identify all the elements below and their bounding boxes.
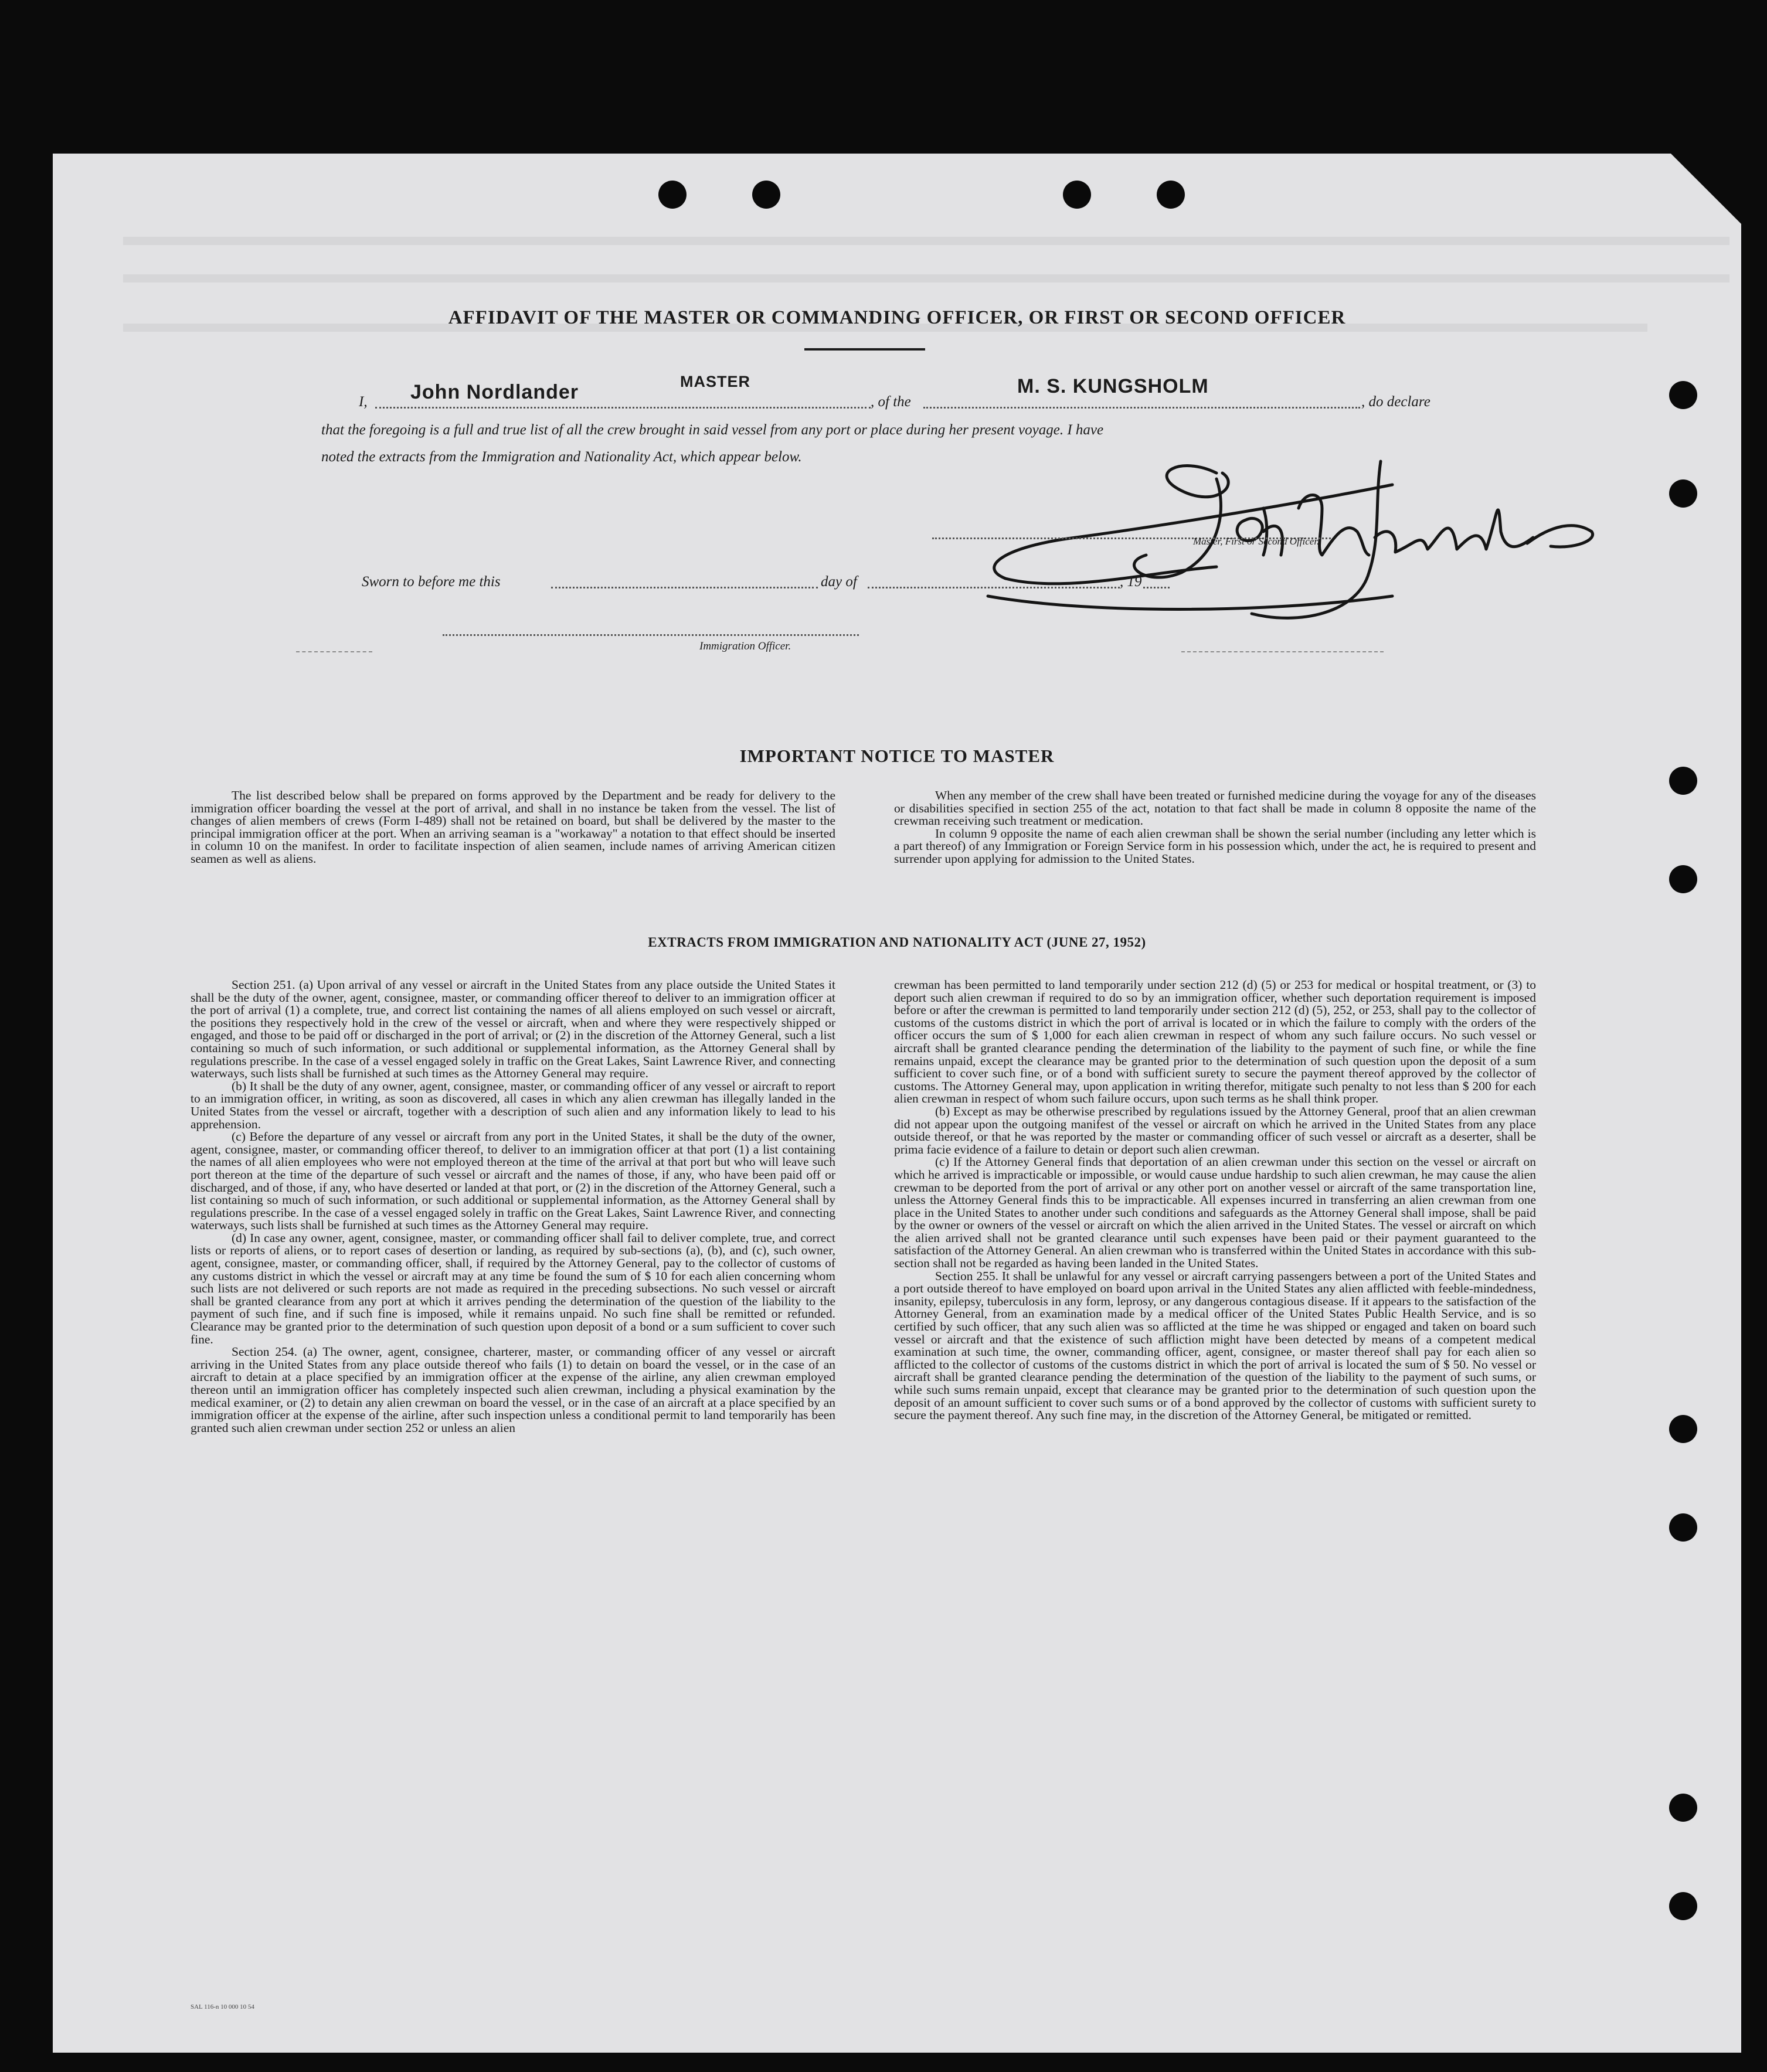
declaration-line-3: noted the extracts from the Immigration and Nationality Act, which appear below.: [321, 449, 802, 465]
sworn-label: Sworn to before me this: [362, 574, 501, 590]
binder-hole: [1157, 181, 1185, 209]
bleed-through-text: [123, 237, 1729, 245]
officer-caption: Immigration Officer.: [699, 640, 791, 652]
vessel-name: M. S. KUNGSHOLM: [1017, 375, 1209, 397]
year-line: [1143, 587, 1170, 588]
name-rank-line: [375, 407, 871, 409]
extracts-title: EXTRACTS FROM IMMIGRATION AND NATIONALITY ACT (JUNE 27, 1952): [648, 935, 1146, 950]
section-251a: Section 251. (a) Upon arrival of any vessel or aircraft in the United States from any place outside the United States it shall be the duty of the owner, agent, consignee, master, or commanding officer thereof to deliver to an immigration officer at the port of arrival (1) a complete, true, and correct list containing the names of all aliens employed on such vessel or aircraft, the positions they respectively hold in the crew of the vessel or aircraft, when and where they were respectively shipped or engaged, and those to be paid off or discharged in the port of arrival; or (2) in the discretion of the Attorney General, such a list containing so much of such information, or such additional or supplemental information, as the Attorney General shall by regulations prescribe. In the case of a vessel engaged solely in traffic on the Great Lakes, Saint Lawrence River, and connecting waterways, such lists shall be furnished at such times as the Attorney General may require.: [191, 978, 835, 1081]
extracts-left-column: [191, 979, 835, 1434]
section-254a: Section 254. (a) The owner, agent, consignee, charterer, master, or commanding officer of any vessel or aircraft arriving in the United States from any place outside thereof who fails (1) to detain on board the vessel, or in the case of an aircraft to detain at a place specified by an immigration officer at the expense of the airline, any alien crewman employed thereon until an immigration officer has completely inspected such alien crewman, including a physical examination by the medical examiner, or (2) to detain any alien crewman on board the vessel, or in the case of an aircraft at a place specified by an immigration officer at the expense of the airline, after such inspection unless a conditional permit to land temporarily has been granted such alien crewman under section 252 or unless an alien: [191, 1345, 835, 1435]
of-the-label: , of the: [871, 394, 911, 410]
notice-right-text-2: In column 9 opposite the name of each alien crewman shall be shown the serial number (including any letter which is a part thereof) of any Immigration or Foreign Service form in his possession which, under the act, he is required to present and surrender upon applying for admission to the United States.: [894, 826, 1536, 866]
signature-caption: Master, First or Second Officer.: [1193, 536, 1320, 547]
notice-title: IMPORTANT NOTICE TO MASTER: [739, 746, 1055, 766]
section-254b: (b) Except as may be otherwise prescribed by regulations issued by the Attorney General, proof that an alien crewman did not appear upon the outgoing manifest of the vessel or aircraft on which he arrived in the United States from any place outside thereof, or that he was reported by the master or commanding officer of such vessel or aircraft as a deserter, shall be prima facie evidence of a failure to detain or deport such alien crewman.: [894, 1104, 1536, 1156]
torn-corner: [1671, 154, 1741, 224]
day-of-label: day of: [821, 574, 857, 590]
binder-hole: [1669, 381, 1697, 409]
master-rank: MASTER: [680, 373, 750, 390]
notice-right-text-1: When any member of the crew shall have been treated or furnished medicine during the voyage for any of the diseases or disabilities specified in section 255 of the act, notation to that fact shall be made in column 8 opposite the name of the crewman receiving such treatment or medication.: [894, 788, 1536, 828]
i-label: I,: [359, 394, 368, 410]
section-255: Section 255. It shall be unlawful for any vessel or aircraft carrying passengers between a port of the United States and a port outside thereof to have employed on board upon arrival in the United States any alien afflicted with feeble-mindedness, insanity, epilepsy, tuberculosis in any form, leprosy, or any dangerous contagious disease. If it appears to the satisfaction of the Attorney General, from an examination made by a medical officer of the United States Public Health Service, and is so certified by such officer, that any such alien was so afflicted at the time he was shipped or engaged and taken on board such vessel or aircraft and that the existence of such affliction might have been detected by means of a competent medical examination at such time, the owner, commanding officer, agent, consignee, or master thereof shall pay for each alien so afflicted to the collector of customs of the customs district in which the port of arrival is located the sum of $ 50. No vessel or aircraft shall be granted clearance pending the determination of the question of the liability to the payment of such sums, or while such sums remain unpaid, except that clearance may be granted prior to the determination of such question upon the deposit of an amount sufficient to cover such sums or of a bond approved by the collector of customs with sufficient surety to secure the payment thereof. Any such fine may, in the discretion of the Attorney General, be mitigated or remitted.: [894, 1268, 1536, 1423]
section-254c: (c) If the Attorney General finds that deportation of an alien crewman under this section on the vessel or aircraft on which he arrived is impracticable or impossible, or would cause undue hardship to such alien crewman, he may cause the alien crewman to be deported from the port of arrival or any other port on another vessel or aircraft of the same transportation line, unless the Attorney General finds this to be impracticable. All expenses incurred in transferring an alien crewman from one place in the United States to another under such conditions and safeguards as the Attorney General shall impose, shall be paid by the owner or owners of the vessel or aircraft on which the alien arrived in the United States. The vessel or aircraft on which the alien arrived shall not be granted clearance until such expenses have been paid or their payment guaranteed to the satisfaction of the Attorney General. An alien crewman who is transferred within the United States in accordance with this sub-section shall not be regarded as having been landed in the United States.: [894, 1155, 1536, 1271]
form-footer: SAL 116-n 10 000 10 54: [191, 2003, 254, 2010]
bleed-through-text: [123, 274, 1729, 283]
binder-hole: [1669, 767, 1697, 795]
section-251b: (b) It shall be the duty of any owner, agent, consignee, master, or commanding officer of any vessel or aircraft to report to an immigration officer, in writing, as soon as discovered, all cases in which any alien crewman has illegally landed in the United States from the vessel or aircraft, together with a description of such alien and any information likely to lead to his apprehension.: [191, 1078, 835, 1131]
section-254a-continued: crewman has been permitted to land temporarily under section 212 (d) (5) or 253 for medical or hospital treatment, or (3) to deport such alien crewman if required to do so by an immigration officer, whether such deportation requirement is imposed before or after the crewman is permitted to land temporarily under section 212 (d) (5), 252, or 253, shall pay to the collector of customs of the customs district in which the port of arrival is located or in which the failure to comply with the orders of the officer occurs the sum of $ 1,000 for each alien crewman in respect of whom any such failure occurs. No such vessel or aircraft shall be granted clearance pending the determination of the liability to the payment of such fine, or while the fine remains unpaid, except the clearance may be granted prior to the determination of such question upon the deposit of a sum sufficient to cover such fine, or of a bond with sufficient surety to secure the payment thereof approved by the collector of customs. The Attorney General may, upon application in writing therefor, mitigate such penalty to not less than $ 200 for each alien crewman in respect of whom such failure occurs, upon such terms as he shall think proper.: [894, 978, 1536, 1106]
vessel-line: [923, 407, 1360, 409]
binder-hole: [658, 181, 687, 209]
binder-hole: [1669, 479, 1697, 508]
affidavit-title: AFFIDAVIT OF THE MASTER OR COMMANDING OFFICER, OR FIRST OR SECOND OFFICER: [448, 307, 1346, 328]
notice-left-paragraph: [191, 790, 835, 866]
do-declare-label: , do declare: [1361, 394, 1430, 410]
binder-hole: [1669, 1415, 1697, 1443]
year-label: , 19: [1120, 574, 1142, 590]
master-name: John Nordlander: [410, 381, 579, 403]
binder-hole: [1669, 1794, 1697, 1822]
declaration-line-2: that the foregoing is a full and true list of all the crew brought in said vessel from any port or place during her present voyage. I have: [321, 422, 1104, 438]
sworn-day-line: [551, 587, 818, 588]
officer-line: [443, 634, 859, 636]
section-251d: (d) In case any owner, agent, consignee, master, or commanding officer shall fail to deliver complete, true, and correct lists or reports of aliens, or to report cases of desertion or landing, as required by sub-sections (a), (b), and (c), such owner, agent, consignee, master, or commanding officer, shall, if required by the Attorney General, pay to the collector of customs of any customs district in which the vessel or aircraft may at any time be found the sum of $ 10 for each alien concerning whom such lists are not delivered or such reports are not made as required in the preceding subsections. No such vessel or aircraft shall be granted clearance from any port at which it arrives pending the determination of the question of the liability to the payment of such fine, and if such fine is imposed, while it remains unpaid. No such fine shall be remitted or refunded. Clearance may be granted prior to the determination of such question upon deposit of a bond or a sum sufficient to cover such fine.: [191, 1230, 835, 1346]
faint-mark: [296, 649, 372, 652]
section-251c: (c) Before the departure of any vessel or aircraft from any port in the United States, it shall be the duty of the owner, agent, consignee, master, or commanding officer thereof, to deliver to an immigration officer at that port (1) a list containing the names of all alien employees who were not employed thereon at the time of the arrival at that port but who will leave such port thereon at the time of the departure of such vessel or aircraft and the names of those, if any, who have been paid off or discharged, and of those, if any, who have deserted or landed at that port, or (2) in the discretion of the Attorney General, such a list containing so much of such information, or such additional or supplemental information, as the Attorney General shall by regulations prescribe. In the case of a vessel engaged solely in traffic on the Great Lakes, Saint Lawrence River, and connecting waterways, such lists shall be furnished at such times as the Attorney General may require.: [191, 1129, 835, 1233]
binder-hole: [1063, 181, 1091, 209]
binder-hole: [1669, 865, 1697, 893]
faint-mark: [1181, 649, 1384, 652]
month-line: [868, 587, 1120, 588]
binder-hole: [752, 181, 780, 209]
binder-hole: [1669, 1892, 1697, 1920]
title-rule: [804, 348, 925, 351]
form-page: [53, 154, 1741, 2053]
handwritten-signature: [970, 438, 1609, 631]
notice-right-paragraphs: [894, 790, 1536, 866]
notice-left-text: The list described below shall be prepared on forms approved by the Department and be ready for delivery to the immigration officer boarding the vessel at the port of arrival, and shall in no instance be taken from the vessel. The list of changes of alien members of crews (Form I-489) shall not be retained on board, but shall be delivered by the master to the principal immigration officer at the port. When an arriving seaman is a "workaway" a notation to that effect should be inserted in column 10 on the manifest. In order to facilitate inspection of alien seamen, include names of arriving American citizen seamen as well as aliens.: [191, 788, 835, 866]
extracts-right-column: [894, 979, 1536, 1422]
binder-hole: [1669, 1513, 1697, 1542]
